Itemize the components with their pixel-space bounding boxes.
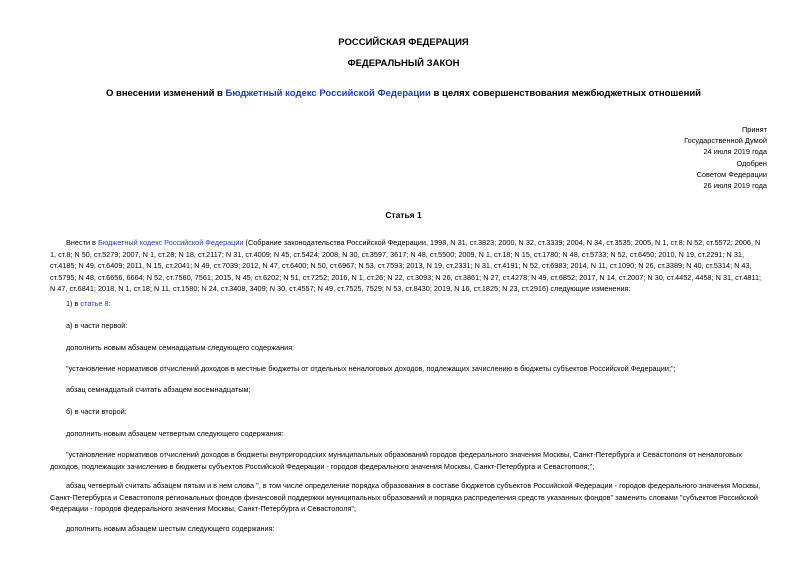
paragraph-add-4: дополнить новым абзацем четвертым следующего содержания: <box>66 429 284 438</box>
adopted-date: 24 июля 2019 года <box>703 147 767 157</box>
budget-code-link[interactable]: Бюджетный кодекс Российской Федерации <box>97 238 244 247</box>
intro-text-before: Внести в <box>66 238 98 247</box>
adopted-label: Принят <box>741 125 767 134</box>
item-1-before: 1) в <box>66 299 81 308</box>
paragraph-add-6: дополнить новым абзацем шестым следующего содержания: <box>66 524 275 533</box>
paragraph-renumber-18: абзац семнадцатый считать абзацем восемнадцатым; <box>66 385 251 394</box>
title-text-after: в целях совершенствования межбюджетных отношений <box>430 88 702 99</box>
law-type-heading: ФЕДЕРАЛЬНЫЙ ЗАКОН <box>347 58 460 69</box>
adopted-body: Государственной Думой <box>684 136 767 146</box>
approved-date: 26 июля 2019 года <box>703 181 767 191</box>
item-1 <box>66 298 766 310</box>
intro-text-after: (Собрание законодательства Российской Федерации, 1998, N 31, ст.3823; 2000, N 32, ст.3339; 2004, N 34, ст.3535; 2005, N 1, ст.8; N 52, ст.5572; 2006, N 1, ст.8; N 50, ст.5279; 2007, N 1, ст.28; N 18, ст.2117; N 31, ст.4009; N 45, ст.5424; 2008, N 30, ст.3597, 3617; N 48, ст.5500; 2009, N 1, ст.18; N 15, ст.1780; N 48, ст.5733; N 52, ст.6450; 2010, N 19, ст.2291; N 31, ст.4185; N 49, ст.6409; 2011, N 15, ст.2041; N 49, ст.7039; 2012, N 47, ст.6400; N 50, ст.6967; N 53, ст.7593; 2013, N 19, ст.2331; N 31, ст.4191; N 52, ст.6983; 2014, N 11, ст.1090; N 26, ст.3389; N 40, ст.5314; N 43, ст.5795; N 48, ст.6656, 6664; N 52, ст.7560, 7561; 2015, N 45, ст.6202; N 51, ст.7252; 2016, N 1, ст.26; N 22, ст.3093; N 26, ст.3861; N 27, ст.4278; N 49, ст.6852; 2017, N 14, ст.2007; N 30, ст.4452, 4458; N 31, ст.4811; N 47, ст.6841; 2018, N 1, ст.18; N 11, ст.1580; N 24, ст.3408, 3409; N 30, ст.4557; N 49, ст.7525, 7529; N 53, ст.8430; 2019, N 16, ст.1825; N 23, ст.2916) следующие изменения: <box>50 238 762 294</box>
intro-paragraph <box>50 237 766 295</box>
quote-4: "установление нормативов отчислений доходов в бюджеты внутригородских муниципальных образований городов федерального значения Москвы, Санкт-Петербурга и Севастополя от неналоговых доходов, подлежащих зачислению в бюджеты субъектов Российской Федерации - городов федерального значения Москвы, Санкт-Петербурга и Севастополя;"; <box>50 450 742 471</box>
subitem-b: б) в части второй: <box>66 407 127 416</box>
law-title <box>0 88 807 99</box>
paragraph-add-17: дополнить новым абзацем семнадцатым следующего содержания: <box>66 343 295 352</box>
approved-body: Советом Федерации <box>696 169 767 179</box>
approved-label: Одобрен <box>736 158 767 168</box>
title-text-before: О внесении изменений в <box>105 88 226 99</box>
subitem-a: а) в части первой: <box>66 321 128 330</box>
budget-code-title-link[interactable]: Бюджетный кодекс Российской Федерации <box>225 88 431 99</box>
article-8-link[interactable]: статье 8 <box>80 299 109 308</box>
paragraph-renumber-5: абзац четвертый считать абзацем пятым и в нем слова ", в том числе определение порядка образования в составе бюджетов субъектов Российской Федерации - городов федерального значения Москвы, Санкт-Петербурга и Севастополя региональных фондов финансовой поддержки муниципальных образований и порядка распределения средств указанных фондов" заменить словами "субъектов Российской Федерации - городов федерального значения Москвы, Санкт-Петербурга и Севастополя"; <box>50 481 761 514</box>
country-heading: РОССИЙСКАЯ ФЕДЕРАЦИЯ <box>338 37 469 48</box>
quote-17: "установление нормативов отчислений доходов в местные бюджеты от отдельных неналоговых доходов, подлежащих зачислению в бюджеты субъектов Российской Федерации;"; <box>66 364 676 373</box>
article-heading: Статья 1 <box>385 210 422 220</box>
item-1-after: : <box>108 299 111 308</box>
adoption-info <box>684 124 767 191</box>
